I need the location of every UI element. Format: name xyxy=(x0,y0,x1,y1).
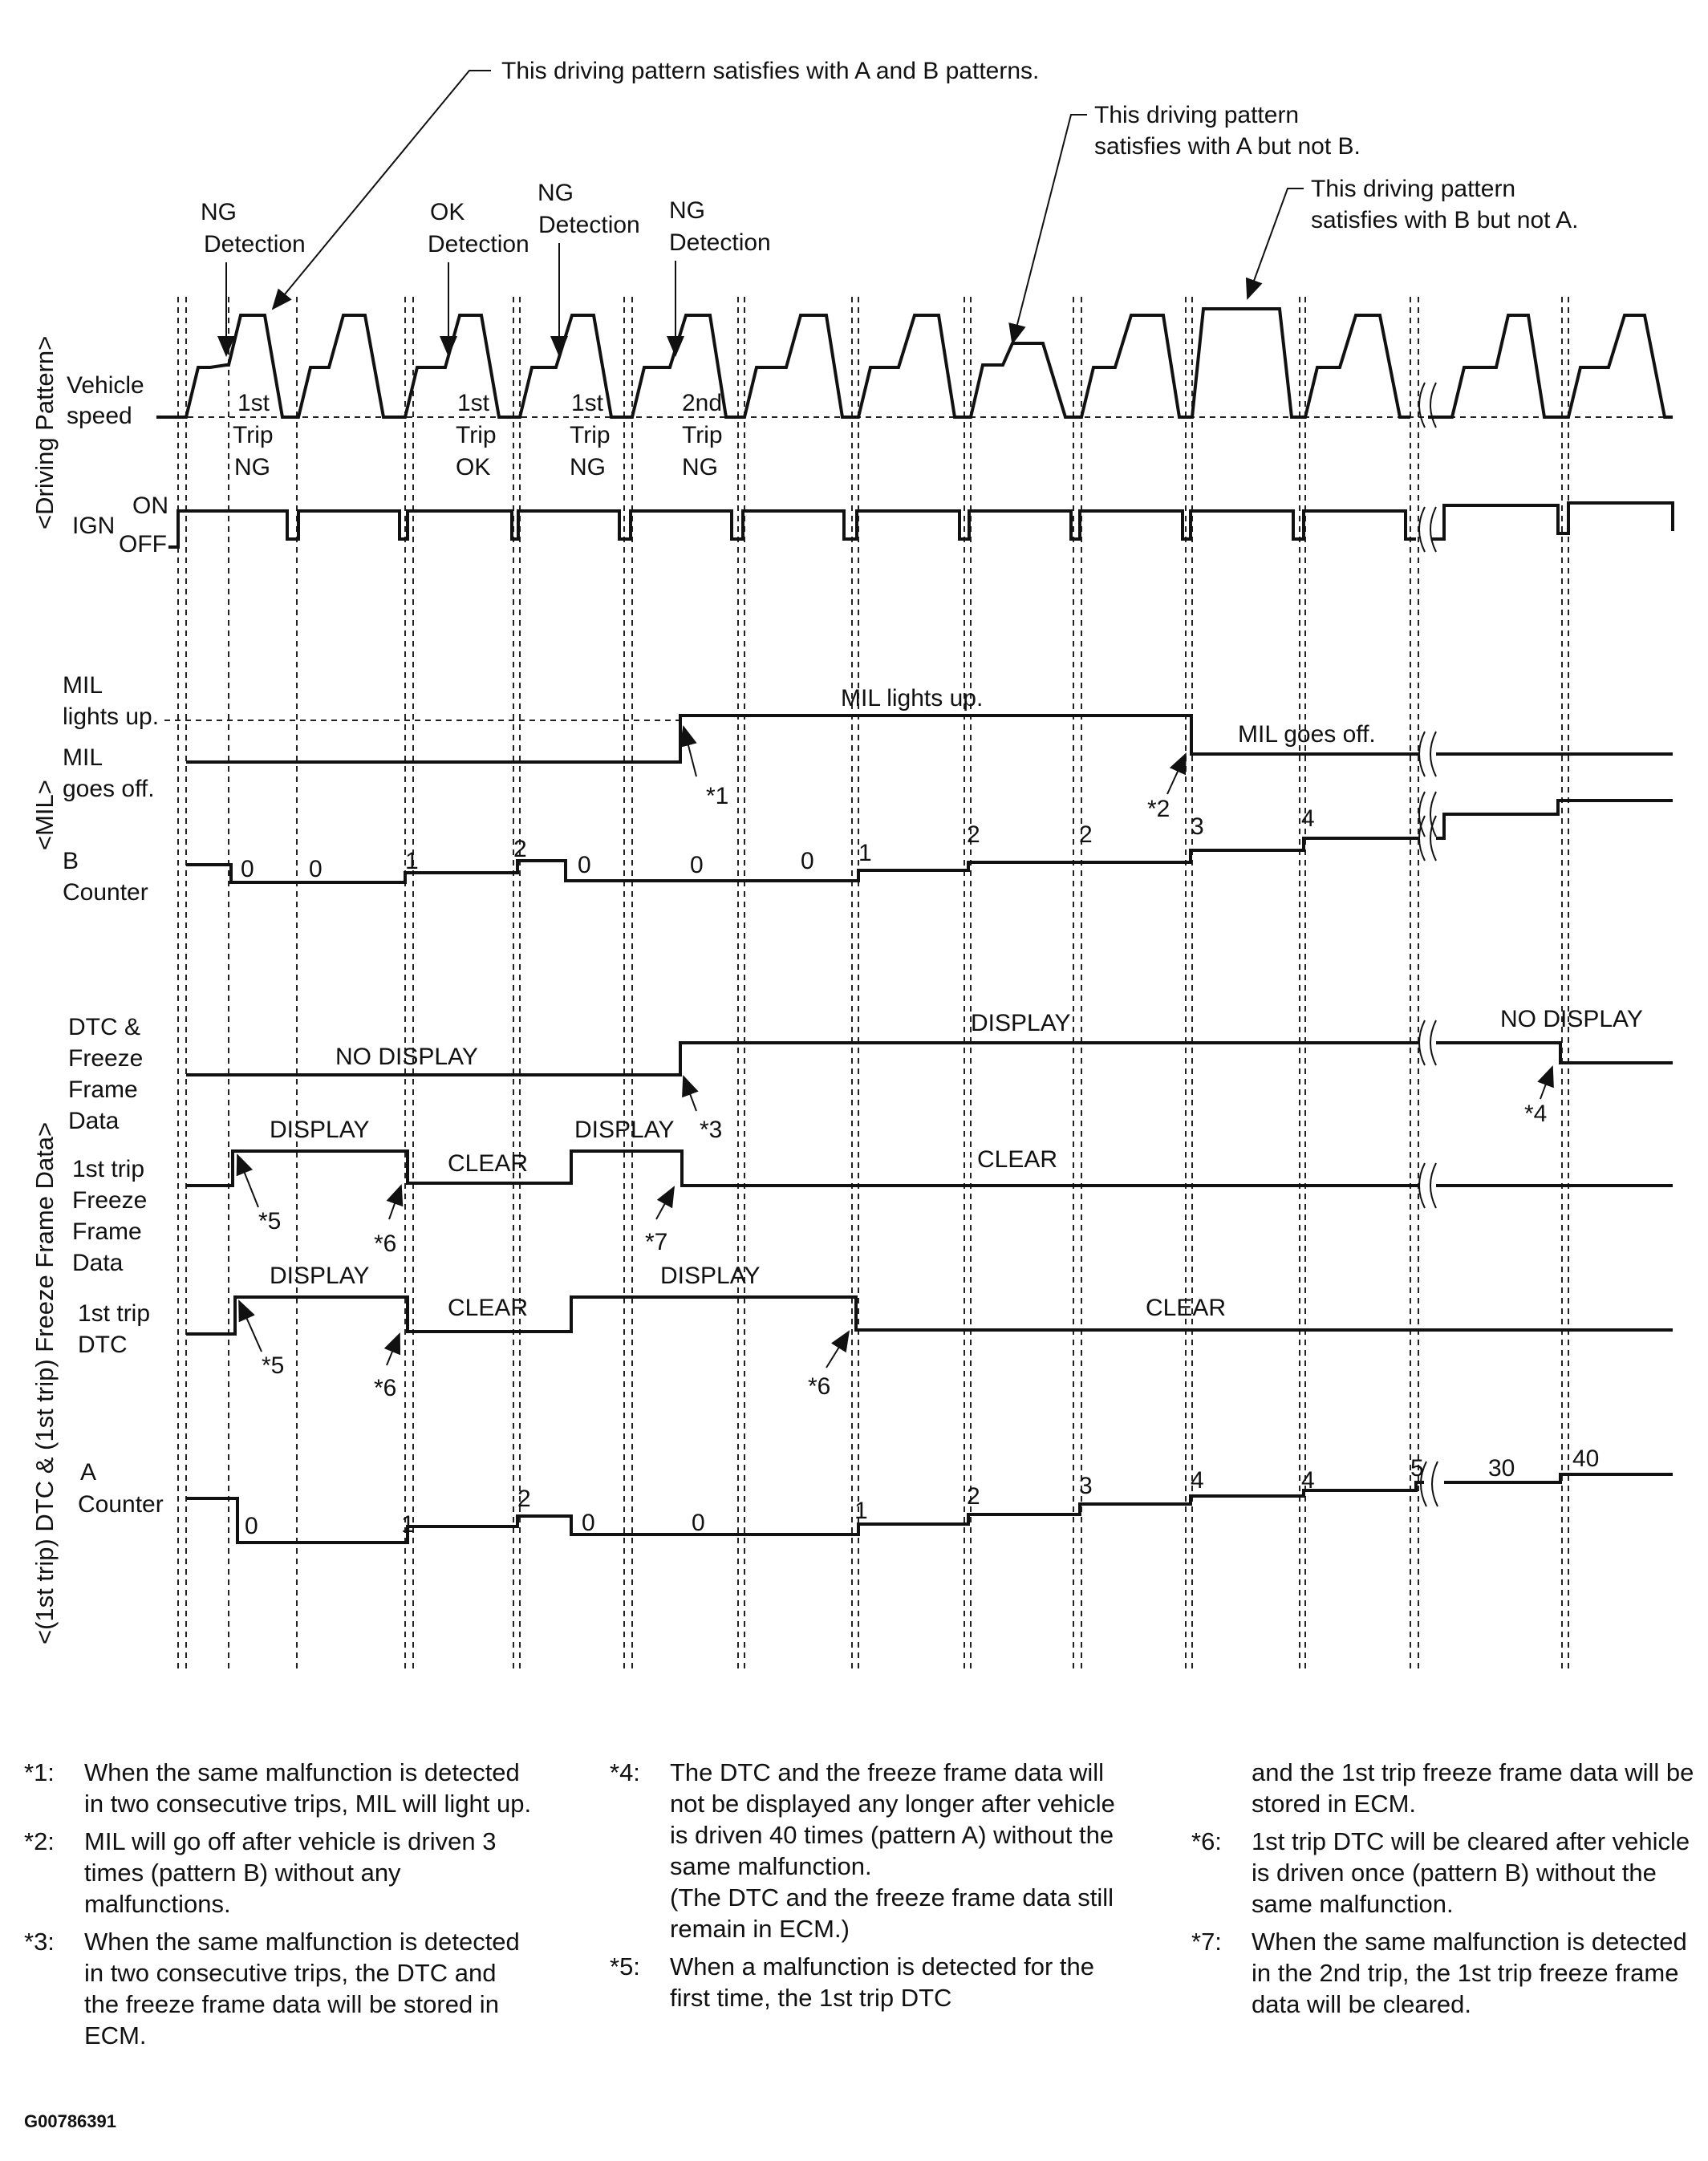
svg-text:NG: NG xyxy=(570,454,606,480)
label-mil-off-1: MIL xyxy=(63,744,103,771)
state-no-display-end: NO DISPLAY xyxy=(1500,1006,1643,1032)
vehicle-speed-trace xyxy=(156,309,1410,417)
marker-arrow-m3 xyxy=(684,1076,696,1111)
note-1: *1: When the same malfunction is detected in two consecutive trips, MIL will light up. xyxy=(24,1758,532,1818)
marker-arrow-m7 xyxy=(656,1187,674,1219)
marker-arrow-m2 xyxy=(1167,754,1186,794)
label-ffd1-1: 1st trip xyxy=(72,1156,145,1182)
note-5-continued: and the 1st trip freeze frame data will be stored in ECM. xyxy=(1252,1758,1694,1818)
ffd-1st-trace xyxy=(186,1151,1418,1186)
label-ffd1-2: Freeze xyxy=(72,1187,148,1214)
vehicle-speed-trace-after-break xyxy=(1428,315,1673,417)
b-counter-value-4: 0 xyxy=(578,852,591,878)
trip-label-3 xyxy=(570,390,611,480)
marker-arrow-m4 xyxy=(1540,1067,1552,1099)
detection-ng-3 xyxy=(669,197,771,355)
label-ffd1-4: Data xyxy=(72,1250,124,1276)
footnotes-column-2 xyxy=(610,1757,1139,2020)
break-symbol-5 xyxy=(1419,1020,1436,1065)
section-dtc-freeze-frame: <(1st trip) DTC & (1st trip) Freeze Frame Data> xyxy=(30,1121,59,1644)
svg-text:OK: OK xyxy=(456,454,491,480)
figure-id: G00786391 xyxy=(24,2111,116,2131)
a-counter-value-1: 1 xyxy=(401,1511,415,1538)
a-counter-value-4: 0 xyxy=(692,1510,705,1536)
time-break-symbols xyxy=(1419,383,1438,1506)
break-symbol-4 xyxy=(1419,816,1436,861)
footnotes-column-3 xyxy=(1191,1757,1705,2026)
a-counter-value-11: 30 xyxy=(1488,1455,1515,1482)
marker-m5b: *5 xyxy=(262,1352,285,1379)
label-ffd1-3: Frame xyxy=(72,1218,142,1245)
a-counter-value-8: 4 xyxy=(1191,1467,1204,1494)
section-driving-pattern: <Driving Pattern> xyxy=(30,335,59,529)
svg-text:This driving pattern: This driving pattern xyxy=(1311,176,1516,202)
b-counter-value-7: 1 xyxy=(858,840,872,866)
svg-text:Trip: Trip xyxy=(456,422,497,448)
svg-text:Trip: Trip xyxy=(233,422,274,448)
svg-text:Detection: Detection xyxy=(204,231,306,257)
marker-arrow-m6c xyxy=(826,1332,849,1368)
state-ffd-clear-2: CLEAR xyxy=(977,1146,1058,1173)
svg-text:OK: OK xyxy=(430,199,465,225)
label-dtc-3: Frame xyxy=(68,1076,138,1103)
a-counter-value-0: 0 xyxy=(245,1513,258,1539)
trip-label-2 xyxy=(456,390,497,480)
label-vehicle: Vehicle xyxy=(67,372,144,399)
b-counter-value-2: 1 xyxy=(405,848,419,874)
a-counter-trace-after-break xyxy=(1444,1474,1673,1482)
state-mil-goes-off: MIL goes off. xyxy=(1238,721,1376,748)
b-counter-value-9: 2 xyxy=(1079,821,1093,848)
b-counter-trace-after-break xyxy=(1436,801,1673,838)
label-dtc-1: DTC & xyxy=(68,1014,140,1040)
svg-text:2nd: 2nd xyxy=(682,390,723,416)
break-symbol-3 xyxy=(1419,792,1436,837)
state-dtc1-clear-1: CLEAR xyxy=(448,1295,529,1321)
marker-arrow-m5a xyxy=(237,1155,258,1207)
ign-trace xyxy=(168,511,1416,547)
state-dtc1-display-2: DISPLAY xyxy=(660,1263,761,1289)
a-counter-value-3: 0 xyxy=(582,1510,595,1536)
svg-text:1st: 1st xyxy=(457,390,490,416)
trip-label-1 xyxy=(233,390,274,480)
state-no-display: NO DISPLAY xyxy=(335,1044,478,1070)
b-counter-value-6: 0 xyxy=(801,848,814,874)
b-counter-value-8: 2 xyxy=(967,821,980,848)
note-6: *6: 1st trip DTC will be cleared after vehicle is driven once (pattern B) without the same malfunction. xyxy=(1191,1827,1690,1918)
marker-arrow-m6b xyxy=(387,1334,400,1365)
label-mil-on-2: lights up. xyxy=(63,703,160,730)
b-counter-value-1: 0 xyxy=(309,856,323,882)
marker-m7: *7 xyxy=(645,1229,668,1255)
break-symbol-6 xyxy=(1419,1163,1436,1208)
a-counter-value-5: 1 xyxy=(854,1498,868,1524)
svg-text:1st: 1st xyxy=(571,390,604,416)
marker-m6a: *6 xyxy=(374,1231,397,1257)
svg-text:satisfies with B but not A.: satisfies with B but not A. xyxy=(1311,207,1579,233)
label-mil-on-1: MIL xyxy=(63,672,103,699)
svg-text:NG: NG xyxy=(669,197,705,224)
trip-boundary-guides xyxy=(178,297,1568,1672)
break-symbol-1 xyxy=(1419,507,1436,552)
footnotes-column-1 xyxy=(24,1757,538,2050)
callout-ab xyxy=(273,58,1039,309)
trip-label-4 xyxy=(682,390,723,480)
note-2: *2: MIL will go off after vehicle is driven 3 times (pattern B) without any malfunctions. xyxy=(24,1827,497,1918)
label-ign: IGN xyxy=(72,513,116,539)
svg-text:Trip: Trip xyxy=(682,422,723,448)
label-dtc-2: Freeze xyxy=(68,1045,144,1072)
b-counter-value-3: 2 xyxy=(513,836,527,862)
b-counter-value-0: 0 xyxy=(241,856,254,882)
a-counter-trace xyxy=(186,1482,1424,1543)
state-dtc1-clear-2: CLEAR xyxy=(1146,1295,1227,1321)
a-counter-value-2: 2 xyxy=(517,1486,531,1512)
a-counter-value-10: 5 xyxy=(1410,1455,1424,1482)
callout-b-not-a xyxy=(1248,176,1579,298)
a-counter-value-12: 40 xyxy=(1572,1445,1600,1472)
a-counter-value-7: 3 xyxy=(1079,1473,1093,1499)
marker-arrow-m1 xyxy=(684,727,696,776)
marker-m3: *3 xyxy=(700,1117,723,1143)
svg-text:This driving pattern satisfies: This driving pattern satisfies with A and B patterns. xyxy=(501,58,1040,84)
note-3: *3: When the same malfunction is detected in two consecutive trips, the DTC and the freeze frame data will be stored in ECM. xyxy=(24,1928,520,2050)
break-symbol-2 xyxy=(1419,732,1436,776)
callout-a-not-b xyxy=(1012,102,1361,343)
a-counter-value-6: 2 xyxy=(967,1483,980,1510)
svg-text:NG: NG xyxy=(201,199,237,225)
footnotes xyxy=(24,1757,1701,2094)
dtc-ffd-trace-after-break xyxy=(1436,1043,1673,1063)
label-b-counter: Counter xyxy=(63,879,148,906)
label-a-counter: Counter xyxy=(78,1491,164,1518)
state-ffd-clear-1: CLEAR xyxy=(448,1150,529,1177)
marker-m4: *4 xyxy=(1524,1101,1548,1127)
detection-ng-1 xyxy=(201,199,306,355)
marker-m6c: *6 xyxy=(808,1373,831,1400)
dtc-1st-trace xyxy=(186,1297,1673,1334)
state-ffd-display-1: DISPLAY xyxy=(270,1117,370,1143)
svg-text:This driving pattern: This driving pattern xyxy=(1094,102,1300,128)
label-dtc1-1: 1st trip xyxy=(78,1300,151,1327)
state-mil-lights-up: MIL lights up. xyxy=(841,685,984,712)
marker-m6b: *6 xyxy=(374,1375,397,1401)
label-b: B xyxy=(63,848,79,874)
label-ign-on: ON xyxy=(132,493,168,519)
svg-text:NG: NG xyxy=(234,454,270,480)
svg-text:satisfies with A but not B.: satisfies with A but not B. xyxy=(1094,133,1361,160)
label-speed: speed xyxy=(67,403,132,429)
section-mil: <MIL> xyxy=(30,780,59,850)
svg-text:NG: NG xyxy=(682,454,718,480)
label-ign-off: OFF xyxy=(119,531,167,557)
marker-m1: *1 xyxy=(706,783,729,809)
svg-text:Detection: Detection xyxy=(538,212,640,238)
marker-m5a: *5 xyxy=(258,1208,282,1235)
marker-m2: *2 xyxy=(1147,796,1170,822)
svg-text:Detection: Detection xyxy=(428,231,529,257)
note-4: *4: The DTC and the freeze frame data will not be displayed any longer after vehicle is driven 40 times (pattern A) without the same malfunction. (The DTC and the freeze frame data still remain in ECM.) xyxy=(610,1758,1115,1943)
break-symbol-0 xyxy=(1419,383,1436,428)
b-counter-value-5: 0 xyxy=(690,852,704,878)
a-counter-value-9: 4 xyxy=(1301,1467,1315,1494)
marker-arrow-m6a xyxy=(389,1186,401,1219)
marker-arrow-m5b xyxy=(239,1301,262,1352)
svg-text:Trip: Trip xyxy=(570,422,611,448)
mil-trace xyxy=(186,716,1418,762)
state-display: DISPLAY xyxy=(971,1010,1071,1036)
b-counter-value-11: 4 xyxy=(1301,805,1315,832)
ign-trace-after-break xyxy=(1432,503,1673,539)
svg-text:NG: NG xyxy=(538,180,574,206)
svg-text:1st: 1st xyxy=(237,390,270,416)
svg-text:Detection: Detection xyxy=(669,229,771,256)
b-counter-value-10: 3 xyxy=(1191,813,1204,840)
state-dtc1-display-1: DISPLAY xyxy=(270,1263,370,1289)
note-5: *5: When a malfunction is detected for the first time, the 1st trip DTC xyxy=(610,1952,1095,2012)
label-mil-off-2: goes off. xyxy=(63,776,155,802)
label-dtc-4: Data xyxy=(68,1108,120,1134)
note-7: *7: When the same malfunction is detected in the 2nd trip, the 1st trip freeze frame data will be cleared. xyxy=(1191,1928,1687,2018)
state-ffd-display-2: DISPLAY xyxy=(574,1117,675,1143)
label-a: A xyxy=(80,1459,97,1486)
label-dtc1-2: DTC xyxy=(78,1332,128,1358)
